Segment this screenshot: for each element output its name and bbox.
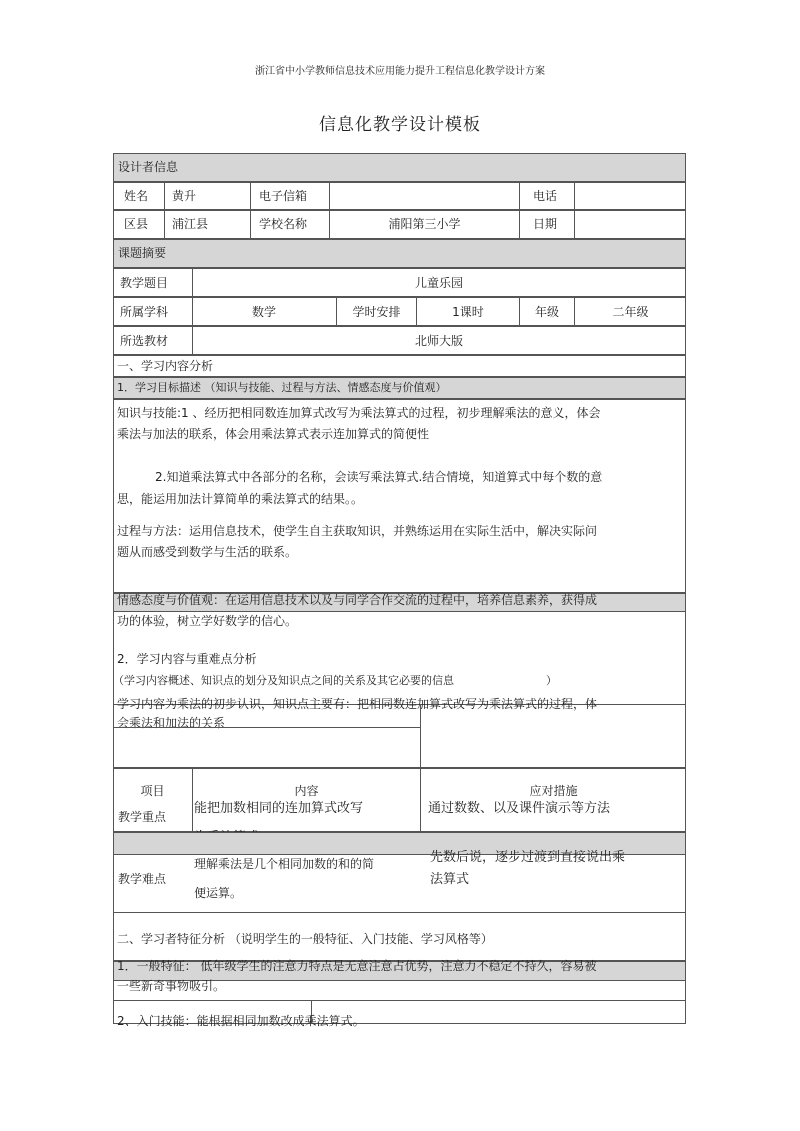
col-divider xyxy=(192,768,421,832)
county-label: 区县 xyxy=(124,217,149,231)
part1-heading: 一、学习内容分析 xyxy=(117,359,214,373)
email-label: 电子信箱 xyxy=(259,189,308,203)
difficult-measure-line-2: 法算式 xyxy=(430,872,470,887)
grade-value: 二年级 xyxy=(612,305,649,319)
knowledge2-line-1: 2.知道乘法算式中各部分的名称，会读写乘法算式.结合情境，知道算式中每个数的意 xyxy=(155,470,603,484)
content-desc-line-1: 学习内容为乘法的初步认识，知识点主要有：把相同数连加算式改写为乘法算式的过程，体 xyxy=(117,697,598,711)
difficult-measure-line-1: 先数后说，逐步过渡到直接说出乘 xyxy=(430,850,626,865)
emotion-line-1: 情感态度与价值观：在运用信息技术以及与同学合作交流的过程中，培养信息素养，获得成 xyxy=(117,593,598,607)
subject-label: 所属学科 xyxy=(120,305,169,319)
name-label: 姓名 xyxy=(124,189,149,203)
subject-value: 数学 xyxy=(251,305,276,319)
phone-label: 电话 xyxy=(533,189,558,203)
key-measure: 通过数数、以及课件演示等方法 xyxy=(428,801,611,816)
grade-label: 年级 xyxy=(534,305,559,319)
hours-value: 1课时 xyxy=(452,305,484,319)
document-title: 信息化教学设计模板 xyxy=(319,115,481,135)
textbook-value: 北师大版 xyxy=(414,334,463,348)
difficult-content-line-2: 便运算。 xyxy=(194,886,243,900)
name-value: 黄升 xyxy=(172,189,197,203)
date-label: 日期 xyxy=(533,217,558,231)
content-heading: 2．学习内容与重难点分析 xyxy=(117,652,257,666)
entry-line: 2、入门技能：能根据相同加数改成乘法算式。 xyxy=(117,1014,365,1028)
lesson-section-bar xyxy=(113,239,686,268)
knowledge-line-2: 乘法与加法的联系，体会用乘法算式表示连加算式的简便性 xyxy=(117,427,430,441)
designer-section-title: 设计者信息 xyxy=(118,160,179,174)
general-line-2: 一些新奇事物吸引。 xyxy=(117,979,226,993)
process-line-1: 过程与方法：运用信息技术，使学生自主获取知识，并熟练运用在实际生活中，解决实际问 xyxy=(117,524,598,538)
knowledge-line-1: 知识与技能:1 、经历把相同数连加算式改写为乘法算式的过程，初步理解乘法的意义，体会 xyxy=(117,406,601,420)
knowledge2-line-2: 思，能运用加法计算简单的乘法算式的结果。。 xyxy=(117,492,364,506)
key-label: 教学重点 xyxy=(118,810,167,824)
topic-value: 儿童乐园 xyxy=(414,276,463,290)
content-desc-line-2: 会乘法和加法的关系 xyxy=(117,716,226,730)
col-divider xyxy=(420,705,421,768)
key-table-top xyxy=(113,705,686,768)
lesson-section-title: 课题摘要 xyxy=(118,246,167,260)
col-measure-header: 应对措施 xyxy=(529,784,578,798)
emotion-line-2: 功的体验，树立学好数学的信心。 xyxy=(117,614,298,628)
textbook-label: 所选教材 xyxy=(120,334,169,348)
designer-section-bar xyxy=(113,153,686,182)
general-line-1: 1．一般特征： 低年级学生的注意力特点是无意注意占优势，注意力不稳定不持久，容易被 xyxy=(117,959,597,973)
county-value: 浦江县 xyxy=(172,217,209,231)
difficult-content-line-1: 理解乘法是几个相同加数的和的简 xyxy=(194,857,375,871)
general-box xyxy=(113,981,686,1001)
key-content-line-1: 能把加数相同的连加算式改写 xyxy=(194,801,364,816)
document-header: 浙江省中小学教师信息技术应用能力提升工程信息化教学设计方案 xyxy=(255,66,545,77)
goal-heading: 1．学习目标描述 （知识与技能、过程与方法、情感态度与价值观） xyxy=(117,381,447,394)
difficult-label: 教学难点 xyxy=(118,872,167,886)
part2-heading: 二、学习者特征分析 （说明学生的一般特征、入门技能、学习风格等） xyxy=(117,932,493,946)
topic-label: 教学题目 xyxy=(120,276,169,290)
school-value: 浦阳第三小学 xyxy=(388,217,461,231)
col-item-header: 项目 xyxy=(140,784,165,798)
school-label: 学校名称 xyxy=(259,217,308,231)
process-line-2: 题从而感受到数学与生活的联系。 xyxy=(117,545,298,559)
col-content-header: 内容 xyxy=(294,784,319,798)
row-divider xyxy=(113,727,420,728)
content-sub: （学习内容概述、知识点的划分及知识点之间的关系及其它必要的信息 xyxy=(113,674,454,687)
hours-label: 学时安排 xyxy=(352,305,401,319)
content-sub-close: ） xyxy=(546,674,557,687)
